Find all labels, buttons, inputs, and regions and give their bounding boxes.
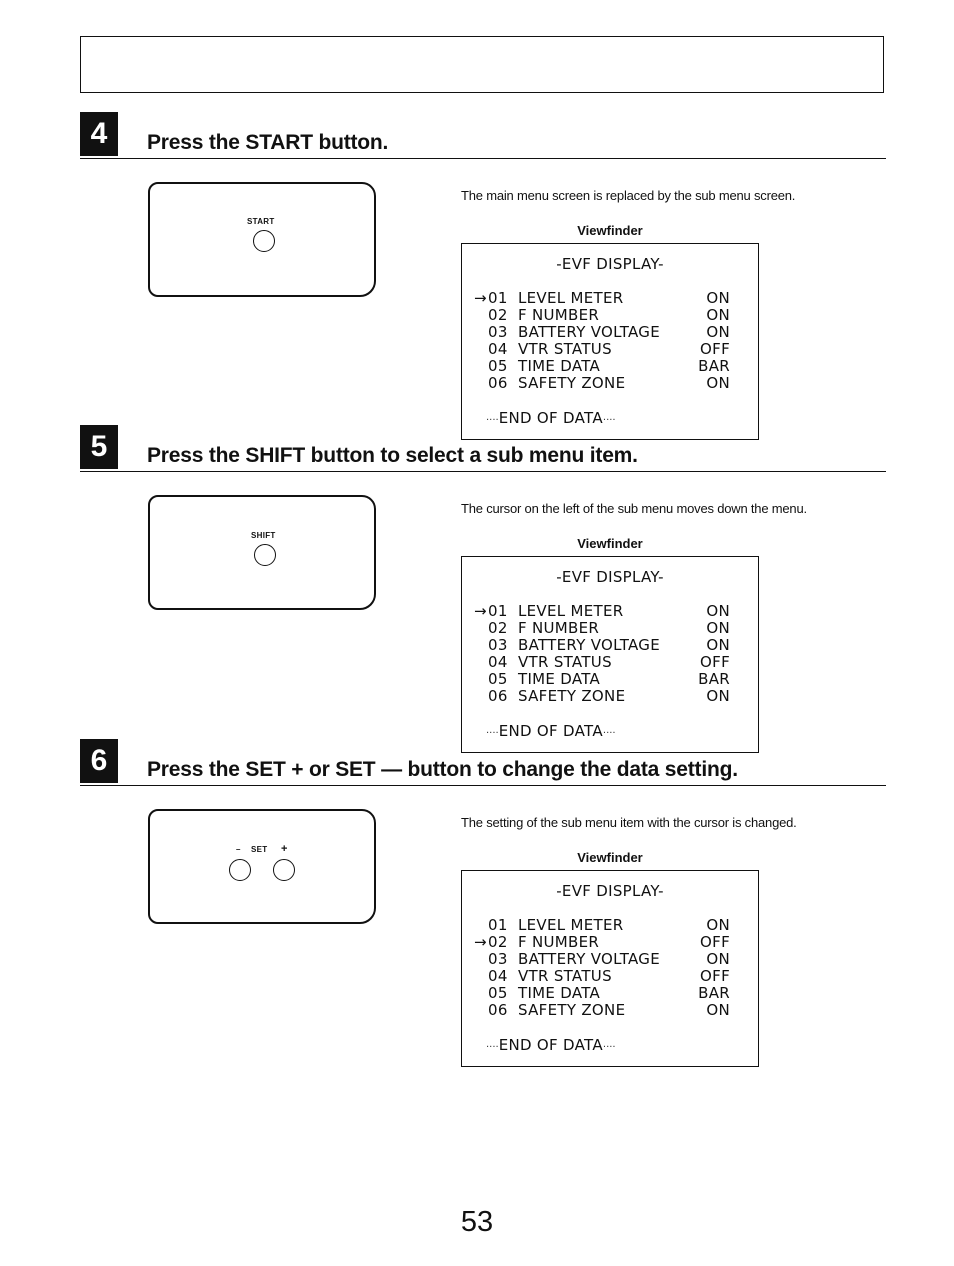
menu-item-value: OFF bbox=[700, 340, 730, 358]
step-header bbox=[80, 739, 886, 786]
menu-item-number: 03 bbox=[488, 323, 508, 341]
viewfinder-title: -EVF DISPLAY- bbox=[556, 882, 664, 900]
control-panel-illustration bbox=[148, 809, 376, 924]
cursor-arrow-icon: → bbox=[474, 289, 487, 307]
menu-item bbox=[474, 290, 730, 307]
step-4 bbox=[80, 112, 886, 427]
set-plus-label: + bbox=[281, 843, 288, 855]
menu-item-label: F NUMBER bbox=[518, 619, 600, 637]
menu-item-number: 03 bbox=[488, 636, 508, 654]
menu-item-number: 02 bbox=[488, 619, 508, 637]
menu-item-number: 05 bbox=[488, 357, 508, 375]
menu-item-label: SAFETY ZONE bbox=[518, 1001, 626, 1019]
menu-item-value: OFF bbox=[700, 933, 730, 951]
menu-item-value: ON bbox=[706, 323, 730, 341]
viewfinder-menu bbox=[474, 290, 730, 392]
menu-item-number: 05 bbox=[488, 670, 508, 688]
viewfinder-menu bbox=[474, 603, 730, 705]
menu-item bbox=[474, 917, 730, 934]
menu-item-number: 06 bbox=[488, 374, 508, 392]
menu-item-label: VTR STATUS bbox=[518, 967, 612, 985]
menu-item-number: 01 bbox=[488, 916, 508, 934]
cursor-arrow-icon: → bbox=[474, 602, 487, 620]
menu-item bbox=[474, 307, 730, 324]
shift-button-label: SHIFT bbox=[251, 531, 276, 540]
step-header bbox=[80, 425, 886, 472]
menu-item-number: 06 bbox=[488, 1001, 508, 1019]
viewfinder-menu bbox=[474, 917, 730, 1019]
step-number: 6 bbox=[80, 739, 118, 783]
menu-item-number: 04 bbox=[488, 340, 508, 358]
menu-item-label: LEVEL METER bbox=[518, 289, 624, 307]
menu-item-label: LEVEL METER bbox=[518, 602, 624, 620]
menu-item-label: F NUMBER bbox=[518, 933, 600, 951]
leading-dots: ···· bbox=[486, 1042, 499, 1053]
menu-item-label: SAFETY ZONE bbox=[518, 687, 626, 705]
end-of-data bbox=[486, 1036, 616, 1054]
menu-item-value: ON bbox=[706, 289, 730, 307]
menu-item-number: 04 bbox=[488, 967, 508, 985]
menu-item-value: OFF bbox=[700, 967, 730, 985]
menu-item bbox=[474, 968, 730, 985]
menu-item-number: 05 bbox=[488, 984, 508, 1002]
end-of-data bbox=[486, 722, 616, 740]
viewfinder-label: Viewfinder bbox=[577, 536, 643, 551]
viewfinder-title: -EVF DISPLAY- bbox=[556, 255, 664, 273]
step-description: The setting of the sub menu item with the cursor is changed. bbox=[461, 815, 797, 830]
trailing-dots: ···· bbox=[602, 728, 616, 739]
set-plus-button-icon bbox=[273, 859, 295, 881]
menu-item bbox=[474, 671, 730, 688]
menu-item bbox=[474, 688, 730, 705]
step-title: Press the SET + or SET — button to change the data setting. bbox=[147, 758, 738, 781]
step-title: Press the SHIFT button to select a sub menu item. bbox=[147, 444, 638, 467]
menu-item-label: SAFETY ZONE bbox=[518, 374, 626, 392]
menu-item bbox=[474, 620, 730, 637]
control-panel-illustration bbox=[148, 495, 376, 610]
menu-item bbox=[474, 324, 730, 341]
set-button-label: SET bbox=[251, 845, 268, 854]
end-of-data-text: END OF DATA bbox=[498, 409, 603, 427]
menu-item-number: 06 bbox=[488, 687, 508, 705]
menu-item-label: BATTERY VOLTAGE bbox=[518, 636, 661, 654]
menu-item-number: 02 bbox=[488, 306, 508, 324]
menu-item-value: ON bbox=[706, 916, 730, 934]
control-panel-illustration bbox=[148, 182, 376, 297]
menu-item bbox=[474, 1002, 730, 1019]
step-5 bbox=[80, 425, 886, 740]
step-header bbox=[80, 112, 886, 159]
step-title: Press the START button. bbox=[147, 131, 389, 154]
menu-item-number: 02 bbox=[488, 933, 508, 951]
step-description: The main menu screen is replaced by the sub menu screen. bbox=[461, 188, 796, 203]
menu-item-label: TIME DATA bbox=[518, 357, 601, 375]
menu-item-value: ON bbox=[706, 602, 730, 620]
viewfinder-label: Viewfinder bbox=[577, 223, 643, 238]
trailing-dots: ···· bbox=[602, 415, 616, 426]
menu-item-number: 03 bbox=[488, 950, 508, 968]
menu-item-label: BATTERY VOLTAGE bbox=[518, 950, 661, 968]
menu-item-number: 04 bbox=[488, 653, 508, 671]
step-number: 4 bbox=[80, 112, 118, 156]
set-minus-label: – bbox=[236, 845, 241, 854]
leading-dots: ···· bbox=[486, 415, 499, 426]
end-of-data-text: END OF DATA bbox=[498, 722, 603, 740]
menu-item-label: F NUMBER bbox=[518, 306, 600, 324]
menu-item bbox=[474, 951, 730, 968]
menu-item bbox=[474, 341, 730, 358]
menu-item bbox=[474, 934, 730, 951]
trailing-dots: ···· bbox=[602, 1042, 616, 1053]
menu-item-value: ON bbox=[706, 636, 730, 654]
step-description: The cursor on the left of the sub menu moves down the menu. bbox=[461, 501, 807, 516]
menu-item-number: 01 bbox=[488, 602, 508, 620]
top-frame-box bbox=[80, 36, 884, 93]
menu-item-label: TIME DATA bbox=[518, 984, 601, 1002]
menu-item bbox=[474, 358, 730, 375]
viewfinder-label: Viewfinder bbox=[577, 850, 643, 865]
cursor-arrow-icon: → bbox=[474, 933, 487, 951]
menu-item-label: LEVEL METER bbox=[518, 916, 624, 934]
menu-item-value: ON bbox=[706, 306, 730, 324]
set-button-group bbox=[150, 811, 374, 922]
menu-item bbox=[474, 637, 730, 654]
menu-item-number: 01 bbox=[488, 289, 508, 307]
start-button-icon bbox=[253, 230, 275, 252]
menu-item-label: TIME DATA bbox=[518, 670, 601, 688]
end-of-data-text: END OF DATA bbox=[498, 1036, 603, 1054]
set-minus-button-icon bbox=[229, 859, 251, 881]
menu-item bbox=[474, 603, 730, 620]
viewfinder-display bbox=[461, 243, 759, 440]
menu-item-value: ON bbox=[706, 374, 730, 392]
start-button-group bbox=[150, 184, 374, 295]
start-button-label: START bbox=[247, 217, 275, 226]
menu-item-label: BATTERY VOLTAGE bbox=[518, 323, 661, 341]
viewfinder-display bbox=[461, 870, 759, 1067]
menu-item-value: ON bbox=[706, 687, 730, 705]
menu-item bbox=[474, 654, 730, 671]
menu-item-value: BAR bbox=[698, 357, 730, 375]
menu-item-value: BAR bbox=[698, 984, 730, 1002]
menu-item bbox=[474, 375, 730, 392]
shift-button-icon bbox=[254, 544, 276, 566]
menu-item-value: OFF bbox=[700, 653, 730, 671]
menu-item-value: ON bbox=[706, 950, 730, 968]
menu-item-label: VTR STATUS bbox=[518, 653, 612, 671]
viewfinder-display bbox=[461, 556, 759, 753]
menu-item-value: ON bbox=[706, 1001, 730, 1019]
viewfinder-title: -EVF DISPLAY- bbox=[556, 568, 664, 586]
menu-item-value: BAR bbox=[698, 670, 730, 688]
menu-item-value: ON bbox=[706, 619, 730, 637]
step-number: 5 bbox=[80, 425, 118, 469]
menu-item bbox=[474, 985, 730, 1002]
menu-item-label: VTR STATUS bbox=[518, 340, 612, 358]
step-6 bbox=[80, 739, 886, 1054]
shift-button-group bbox=[150, 497, 374, 608]
leading-dots: ···· bbox=[486, 728, 499, 739]
page-number: 53 bbox=[460, 1206, 494, 1238]
